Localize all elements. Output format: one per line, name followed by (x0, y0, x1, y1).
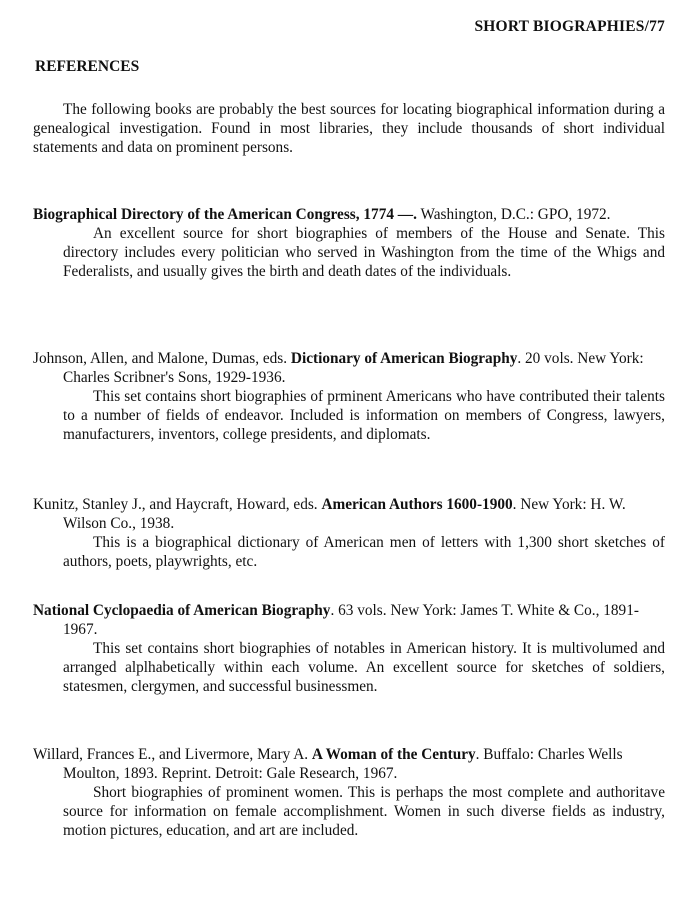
section-title: REFERENCES (35, 58, 140, 75)
citation-title: Dictionary of American Biography (290, 350, 518, 367)
citation-title: Biographical Directory of the American Congress, 1774 —. (33, 206, 417, 223)
citation-description: This set contains short biographies of notables in American history. It is multivolumed and arranged alplhabetically within each volume. An excellent source for sketches of soldiers, statesmen, clergymen, and successful businessmen. (63, 640, 665, 695)
running-head: SHORT BIOGRAPHIES/77 (474, 18, 665, 35)
citation-author: Johnson, Allen, and Malone, Dumas, eds. (33, 350, 291, 367)
citation-publication: . Buffalo: Charles Wells Moulton, 1893. Reprint. Detroit: Gale Research, 1967. (63, 746, 623, 782)
citation (33, 495, 665, 533)
citation-author: Willard, Frances E., and Livermore, Mary A. (33, 746, 312, 763)
citation-author: Kunitz, Stanley J., and Haycraft, Howard, eds. (33, 496, 322, 513)
citation (33, 205, 665, 224)
reference-entry (33, 205, 665, 281)
citation-description: This is a biographical dictionary of American men of letters with 1,300 short sketches of authors, poets, playwrights, etc. (63, 534, 665, 570)
reference-entry (33, 495, 665, 571)
citation-description: An excellent source for short biographies of members of the House and Senate. This directory includes every politician who served in Washington from the time of the Whigs and Federalists, and usually gives the birth and death dates of the individuals. (63, 225, 665, 280)
citation-publication: Washington, D.C.: GPO, 1972. (416, 206, 611, 223)
reference-entry (33, 745, 665, 840)
citation-title: American Authors 1600-1900 (321, 496, 513, 513)
citation-description: This set contains short biographies of prminent Americans who have contributed their talents to a number of fields of endeavor. Included is information on members of Congress, lawyers, manufacturers, inventors, college presidents, and diplomats. (63, 388, 665, 443)
citation (33, 601, 665, 639)
citation-title: National Cyclopaedia of American Biography (33, 602, 331, 619)
citation-publication: . New York: H. W. Wilson Co., 1938. (63, 496, 626, 532)
citation (33, 745, 665, 783)
citation-publication: . 63 vols. New York: James T. White & Co., 1891-1967. (63, 602, 639, 638)
citation-title: A Woman of the Century (311, 746, 476, 763)
citation-publication: . 20 vols. New York: Charles Scribner's Sons, 1929-1936. (63, 350, 644, 386)
reference-entry (33, 601, 665, 696)
reference-entry (33, 349, 665, 444)
citation (33, 349, 665, 387)
citation-description: Short biographies of prominent women. This is perhaps the most complete and authoritave source for information on female accomplishment. Women in such diverse fields as industry, motion pictures, education, and art are included. (63, 784, 665, 839)
intro-paragraph: The following books are probably the best sources for locating biographical information during a genealogical investigation. Found in most libraries, they include thousands of short individual statements and data on prominent persons. (33, 101, 665, 156)
